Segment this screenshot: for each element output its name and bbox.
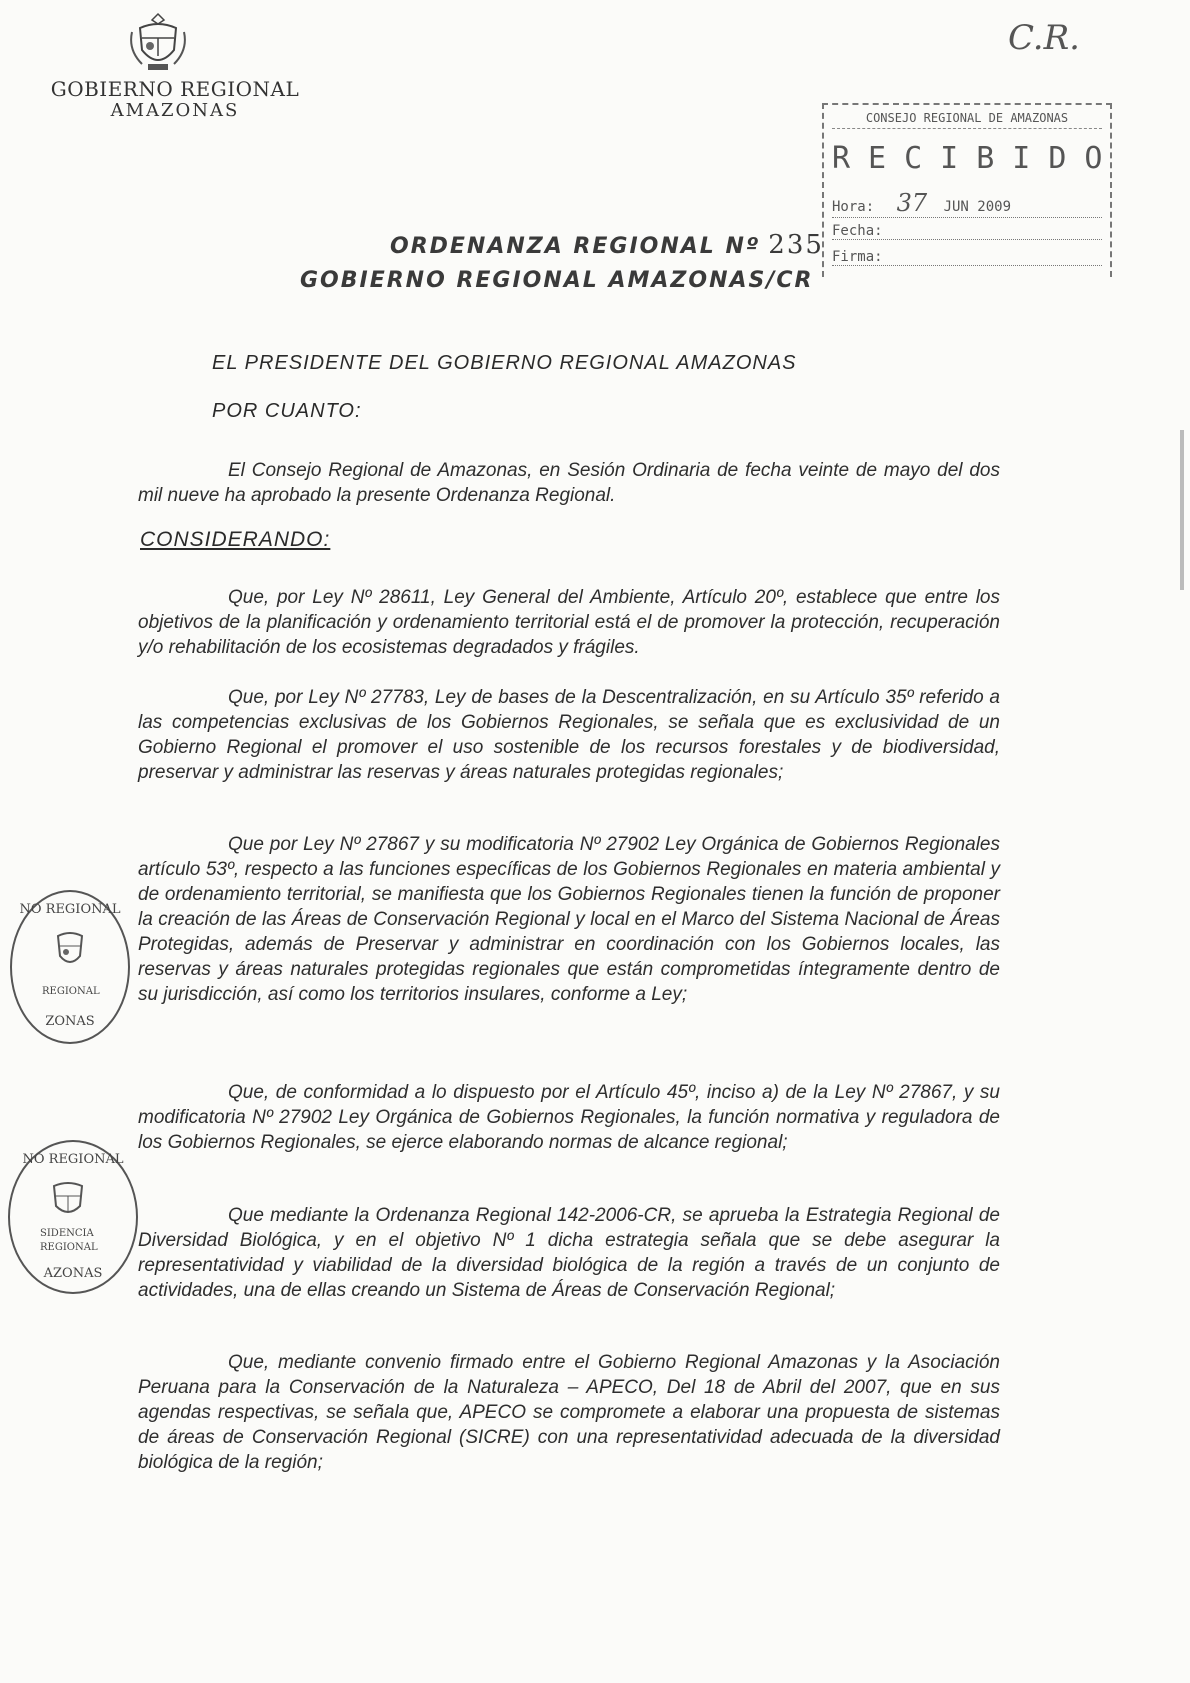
header-org-line2: AMAZONAS [110,100,240,121]
stamp-firma-row [832,249,1102,266]
header-org-line1: GOBIERNO REGIONAL [50,77,300,101]
received-stamp [822,103,1121,277]
title-line2: GOBIERNO REGIONAL AMAZONAS/CR [300,268,814,293]
paragraph-6 [138,1350,1000,1475]
seal1-bottom-text: ZONAS [45,1014,95,1029]
seal2-mid-text-1: SIDENCIA [40,1228,94,1239]
stamp-hora-value: 37 [896,189,928,217]
seal2-mid-text-2: REGIONAL [40,1242,98,1253]
handwritten-note: C.R. [1007,18,1080,58]
seal2-bottom-text: AZONAS [43,1266,103,1281]
title-ordenanza: ORDENANZA REGIONAL Nº [390,234,761,259]
seal1-mid-text: REGIONAL [42,986,100,997]
intro-paragraph [138,458,1000,508]
paragraph-text: Que, por Ley Nº 27783, Ley de bases de la Descentralización, en su Artículo 35º referido a las competencias exclusivas de los Gobiernos Regionales, se señala que es exclusividad de un Gobierno Regional el promover el uso sostenible de los recursos forestales y de biodiversidad, preservar y administrar las reservas y áreas naturales protegidas regionales; [138,687,1000,783]
document-title [300,228,860,298]
title-line1 [300,228,860,264]
header-organization [45,78,305,122]
considerando-heading: CONSIDERANDO: [140,528,331,551]
paragraph-text: Que, de conformidad a lo dispuesto por el Artículo 45º, inciso a) de la Ley Nº 27867, y su modificatoria Nº 27902 Ley Orgánica de Gobiernos Regionales, la función normativa y reguladora de los Gobiernos Regionales, se ejerce elaborando normas de alcance regional; [138,1082,1000,1153]
paragraph-text: Que por Ley Nº 27867 y su modificatoria Nº 27902 Ley Orgánica de Gobiernos Regionales artículo 53º, respecto a las funciones específicas de los Gobiernos Regionales en materia ambiental y de ordenamiento territorial, se manifiesta que los Gobiernos Regionales tienen la función de proponer la creación de las Áreas de Conservación Regional y local en el Marco del Sistema Nacional de Áreas Protegidas, además de Preservar y administrar en coordinación con los Gobiernos locales, las reservas y áreas naturales protegidas regionales que están comprometidas íntegramente dentro de su jurisdicción, así como los territorios insulares, conforme a Ley; [138,834,1000,1005]
regional-seal-2 [8,1140,138,1294]
regional-seal-1 [10,890,130,1044]
stamp-fecha-label: Fecha: [832,223,883,239]
seal1-crest-icon [50,928,90,972]
intro-text: El Consejo Regional de Amazonas, en Sesión Ordinaria de fecha veinte de mayo del dos mil nueve ha aprobado la presente Ordenanza Regional. [138,460,1000,506]
paragraph-1 [138,585,1000,660]
seal1-top-text: NO REGIONAL [19,902,121,917]
stamp-status: RECIBIDO [832,141,1121,176]
paragraph-text: Que mediante la Ordenanza Regional 142-2006-CR, se aprueba la Estrategia Regional de Diversidad Biológica, y en el objetivo Nº 1 dicha estrategia señala que se debe asegurar la representatividad y viabilidad de la diversidad biológica de la región a través de un conjunto de actividades, una de ellas creando un Sistema de Áreas de Conservación Regional; [138,1205,1000,1301]
stamp-date-value: JUN 2009 [943,199,1012,215]
scan-artifact [1180,430,1184,590]
stamp-firma-label: Firma: [832,249,883,265]
paragraph-text: Que, mediante convenio firmado entre el Gobierno Regional Amazonas y la Asociación Peruana para la Conservación de la Naturaleza – APECO, Del 18 de Abril del 2007, que en sus agendas respectivas, se señala que, APECO se compromete a elaborar una propuesta de sistemas de áreas de Conservación Regional (SICRE) con una representatividad adecuada de la diversidad biológica de la región; [138,1352,1000,1473]
paragraph-2 [138,685,1000,785]
stamp-organization: CONSEJO REGIONAL DE AMAZONAS [832,111,1102,129]
ordinance-number: 235 [768,230,824,260]
stamp-hora-label: Hora: [832,199,875,215]
paragraph-4 [138,1080,1000,1155]
por-cuanto-heading: POR CUANTO: [212,400,362,422]
paragraph-3 [138,832,1000,1007]
stamp-hora-row [832,189,1102,218]
paragraph-5 [138,1203,1000,1303]
coat-of-arms-logo [128,10,188,74]
stamp-fecha-row [832,223,1102,240]
seal2-top-text: NO REGIONAL [22,1152,124,1167]
seal2-crest-icon [46,1178,90,1222]
paragraph-text: Que, por Ley Nº 28611, Ley General del Ambiente, Artículo 20º, establece que entre los objetivos de la planificación y ordenamiento territorial está el de promover la protección, recuperación y/o rehabilitación de los ecosistemas degradados y frágiles. [138,587,1000,658]
president-heading: EL PRESIDENTE DEL GOBIERNO REGIONAL AMAZONAS [212,352,797,374]
